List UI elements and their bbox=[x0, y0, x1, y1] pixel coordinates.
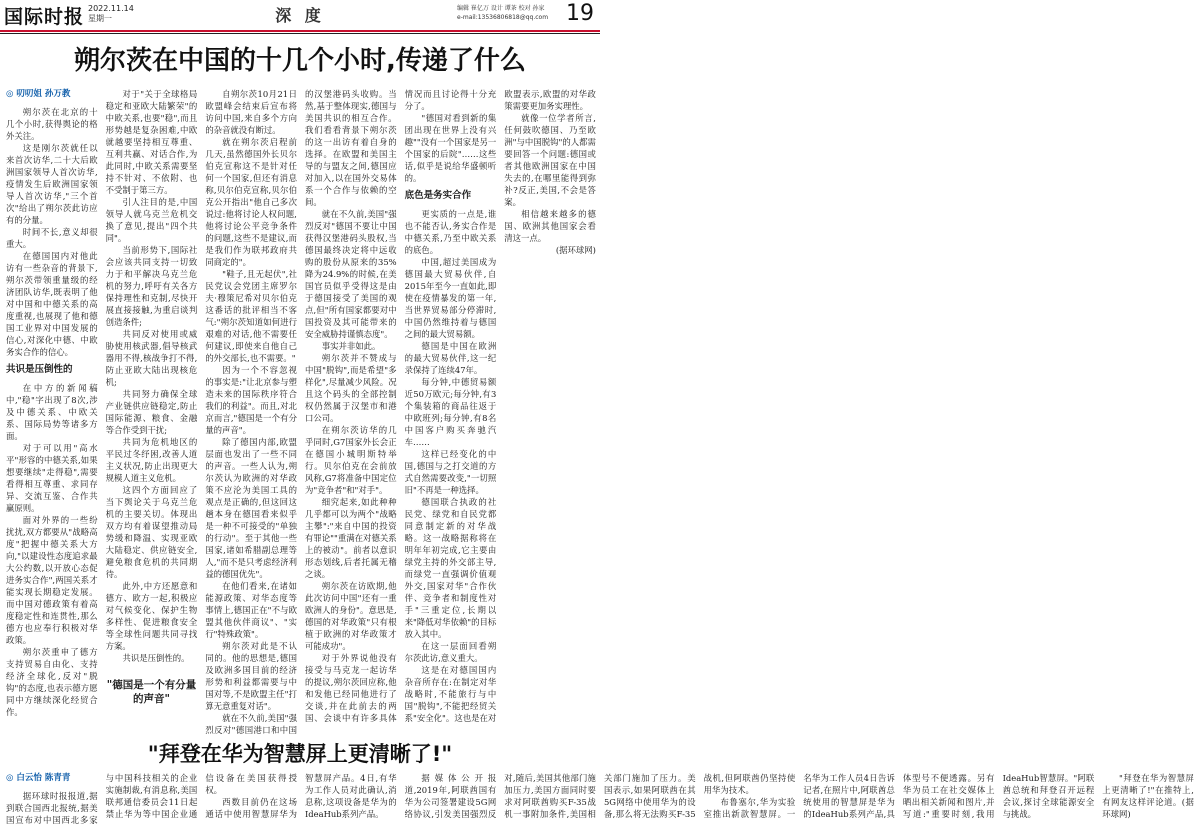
masthead-rule-thin bbox=[0, 33, 600, 34]
weekday-text: 星期一 bbox=[88, 14, 112, 23]
article1-section-4 bbox=[405, 88, 596, 738]
paragraph: 自朔尔茨10月21日欧盟峰会结束后宣布将访问中国,来自多个方向的杂音就没有断过。 bbox=[205, 89, 297, 135]
date-text: 2022.11.14 bbox=[88, 4, 134, 13]
paragraph: 在他们看来,在诸如能源政策、对华态度等事情上,德国正在"不与欧盟其他伙伴商议"、"实行"特殊政策"。 bbox=[205, 581, 297, 639]
paragraph: 德国联合执政的社民党、绿党和自民党都同意制定新的对华战略。这一战略据称将在明年年初完成,它主要由绿党主持的外交部主导,而绿党一直强调价值观外交,国家对华"合作伙伴、竞争者和制度性对手"三重定位,长期以来"降低对华依赖"的目标放入其中。 bbox=[404, 497, 497, 639]
paragraph: 相信越来越多的德国、欧洲其他国家会看清这一点。 bbox=[504, 209, 596, 243]
paragraph: 朔尔茨重申了德方支持贸易自由化、支持经济全球化,反对"脱钩"的态度,也表示德方愿同中方继续深化经贸合作。 bbox=[6, 647, 98, 717]
paragraph: "鞋子,且无起伏",社民党议会党团主席罗尔夫·穆策尼希对贝尔伯克这番话的批评相当不客气:"朔尔茨知道如何进行艰难的对话,他不需要任何建议,即使来自他自己的外交部长,也不需要。" bbox=[205, 269, 297, 363]
article2-byline: ◎ 白云怡 陈青青 bbox=[6, 773, 71, 783]
article1-headline: 朔尔茨在中国的十几个小时,传递了什么 bbox=[74, 46, 526, 76]
article1-subhead-1: 共识是压倒性的 bbox=[6, 364, 73, 375]
paragraph: 引人注目的是,中国领导人就乌克兰危机交换了意见,提出"四个共同"。 bbox=[105, 197, 198, 243]
article2-body bbox=[6, 772, 1194, 826]
paragraph: 共同努力确保全球产业链供应链稳定,防止国际能源、粮食、金融等合作受到干扰; bbox=[105, 389, 198, 435]
paragraph: 朔尔茨在访欧期,他此次访问中国"还有一重欧洲人的身份"。意思是,德国的对华政策"只有根植于欧洲的对华政策才可能成功"。 bbox=[304, 581, 397, 651]
paragraph: 时间不长,意义却很重大。 bbox=[6, 227, 98, 249]
paragraph: 在中方的新闻稿中,"稳"字出现了8次,涉及中德关系、中欧关系、国际局势等诸多方面。 bbox=[6, 383, 98, 441]
article2-headline: "拜登在华为智慧屏上更清晰了!" bbox=[147, 742, 453, 766]
article1-columns bbox=[6, 88, 596, 738]
paragraph: 对于外界说他没有接受与马克龙一起访华的提议,朔尔茨回应称,他和发他已经同他进行了交谈,并在此前去的两国、会谈中有许多具体情况而且讨论得十分充分了。 bbox=[304, 89, 497, 723]
article1-byline: ◎ 叨叨姐 孙万教 bbox=[6, 89, 71, 99]
pull-quote-text: "德国是一个有分量的声音" bbox=[106, 679, 197, 705]
paragraph: 就像一位学者所言,任何鼓吹德国、乃至欧洲"与中国脱钩"的人都需要回答一个问题:德国或者其他欧洲国家在中国失去的,在哪里能得到弥补?反正,美国,不会是答案。 bbox=[504, 113, 596, 207]
section-title: 深 度 bbox=[275, 6, 325, 25]
paragraph: 就在不久前,美国"强烈反对"德国港口和中国的汉堡港码头收购。当然,基于整体现实,德国与美国共识的相互合作。我们看看背景下朔尔茨的这一出访有着自身的选择。在欧盟和美国主导的与盟友之间,德国应对加入,以在国外交易体系一个合作与依赖的空间。 bbox=[205, 89, 397, 735]
paragraph: 就在不久前,美国"强烈反对"德国不要让中国获得汉堡港码头股权,当德国最终决定将中远收购的股份从原来的35%降为24.9%的时候,在美国官员似乎受得这是由于德国接受了美国的观点,但"所有国家都要对中国投资及其可能带来的安全威胁持谨慎态度"。 bbox=[304, 209, 397, 339]
paragraph: 这样已经变化的中国,德国与之打交道的方式自然需要改变,"一切照旧"不再是一种选择。 bbox=[404, 449, 497, 495]
paragraph: 这四个方面回应了当下舆论关于乌克兰危机的主要关切。体现出双方均有着谋望推动局势缓和降温、实现亚欧大陆稳定、供应链安全,避免粮食危机的共同期待。 bbox=[105, 485, 198, 579]
article2-paragraphs bbox=[6, 772, 1194, 826]
paragraph: 德国是中国在欧洲的最大贸易伙伴,这一纪录保持了连续47年。 bbox=[404, 341, 497, 375]
paragraph: 当前形势下,国际社会应该共同支持一切致力于和平解决乌克兰危机的努力,呼吁有关各方保持理性和克制,尽快开展直接接触,为重启谈判创造条件; bbox=[105, 245, 198, 327]
paragraph: 因为一个不容忽视的事实是:"让北京参与塑造未来的国际秩序符合我们的利益"。而且,对北京而言,"德国是一个有分量的声音"。 bbox=[205, 365, 297, 435]
paragraph: 布鲁塞尔,华为实验室推出新款智慧屏。一名华为工作人员4日告诉记者,在照片中,阿联酋总统使用的智慧屏是华为的IdeaHub系列产品,具体型号不便透露。另有华为员工在社交媒体上晒出相关新闻和图片,并写道:"重要时刻,我用IdeaHub智慧屏。"阿联酋总统和拜登召开远程会议,探讨全球能源安全与挑战。 bbox=[703, 773, 1095, 819]
paragraph: 中国,超过美国成为德国最大贸易伙伴,自2015年至今一直如此,即使在疫情暴发的第一年,当世界贸易部分停滞时,中国仍然维持着与德国之间的最大贸易额。 bbox=[404, 257, 497, 339]
paragraph: 此外,中方还愿意和德方、欧方一起,积极应对气候变化、保护生物多样性、促进粮食安全等全球性问题共同寻找方案。 bbox=[105, 581, 198, 651]
article1-source: (据环球网) bbox=[555, 245, 596, 255]
editor-credits bbox=[457, 4, 557, 22]
editor-email: e-mail:13536806818@qq.com bbox=[457, 14, 549, 21]
paragraph: 据媒体公开报道,2019年,阿联酋国有华为公司签署建设5G网络协议,引发美国强烈反对,随后,美国其他部门施加压力,美国方面同时要求对阿联酋购买F-35战机一事附加条件,美国相关部门施加了压力。美国表示,如果阿联酋在其5G网络中使用华为的设备,那么将无法购买F-35战机,但阿联酋仍坚持使用华为技术。 bbox=[404, 773, 796, 819]
paragraph: 朔尔茨在北京的十几个小时,获得舆论的格外关注。 bbox=[6, 107, 98, 141]
paragraph: 这是在对德国国内杂音所存在:在制定对华战略时,不能旅行与中国"脱钩",不能把经贸关系"安全化"。这也是在对欧盟表示,欧盟的对华政策需要更加务实理性。 bbox=[404, 89, 596, 723]
masthead bbox=[0, 0, 600, 30]
page-number: 19 bbox=[566, 1, 594, 26]
paragraph: 共识是压倒性的。 bbox=[122, 653, 190, 663]
paragraph: 朔尔茨并不赞成与中国"脱钩",而是希望"多样化",尽量减少风险。况且这个码头的全部控制权仍然属于汉堡市和港口公司。 bbox=[304, 353, 397, 423]
paragraph: 朔尔茨对此是不认同的。他的思想是,德国及欧洲多国目前的经济形势和利益都需要与中国对等,不是欧盟主任"打算无意重复对话"。 bbox=[205, 641, 297, 711]
paragraph: 据环球时报报道,据到联合国西北报统,据美国宣布对中国西北多家与中国科技相关的企业实施制裁,有消息称,美国联邦通信委员会11日起禁止华为等中国企业通信设备在美国获得授权。 bbox=[6, 773, 297, 825]
masthead-rule bbox=[0, 30, 600, 32]
paragraph: 在德国国内对他此访有一些杂音的背景下,朔尔茨带领重量级的经济团队访华,既表明了他对中国和中德关系的高度重视,也展现了他和德国工业界对中国发展的信心,对深化中德、中欧务实合作的信心。 bbox=[6, 251, 98, 357]
paragraph: 共同反对使用或威胁使用核武器,倡导核武器用不得,核战争打不得,防止亚欧大陆出现核危机; bbox=[105, 329, 198, 387]
paragraph: 细究起来,如此种种几乎都可以为两个"战略主攀":"来自中国的投资有罪论""重满在对德关系上的被动"。前者以意识形态划线,后者托属无稽之谈。 bbox=[304, 497, 397, 579]
paragraph: 对于"关于全球格局稳定和亚欧大陆繁荣"的中欧关系,也要"稳",而且形势越是复杂困难,中欧就越要坚持相互尊重、互利共赢、对话合作,为此同时,中欧关系需要坚持不针对、不依附、也不受制于第三方。 bbox=[105, 89, 198, 195]
paragraph: 西数目前仍在这场通话中使用智慧屏华为智慧屏产品。4日,有华为工作人员对此确认,消息称,这项设备是华为的IdeaHub系列产品。 bbox=[205, 773, 397, 819]
article1-body bbox=[6, 88, 596, 738]
paragraph: "拜登在华为智慧屏上更清晰了!"在推特上,有网友这样评论道。(据环球网) bbox=[1102, 773, 1194, 819]
paragraph: 在朔尔茨访华的几乎同时,G7国家外长会正在德国小城明斯特举行。贝尔伯克在会前放风称,G7将准备中国定位为"竞争者"和"对手"。 bbox=[304, 425, 397, 495]
paragraph: 共同为危机地区的平民过冬纾困,改善人道主义状况,防止出现更大规模人道主义危机。 bbox=[105, 437, 198, 483]
paragraph: 面对外界的一些纷扰扰,双方都要从"战略高度"把握中德关系大方向,"以建设性态度追求最大公约数,以开放心态促进务实合作",两国关系才能实现长期稳定发展。而中国对德政策有着高度稳定性和连贯性,那么德方也应奉行积极对华政策。 bbox=[6, 515, 98, 645]
paragraph: 就在朔尔茨启程前几天,虽然德国外长贝尔伯克宣称这不是针对任何一个国家,但还有消息称,贝尔伯克宣称,贝尔伯克公开指出"他自己多次说过:他将讨论人权问题,他将讨论公平竞争条件的问题,这些不是建议,而是我们作为联邦政府共同商定的"。 bbox=[205, 137, 297, 267]
paragraph: 每分钟,中德贸易额近50万欧元;每分钟,有3个集装箱的商品往返于中欧班列;每分钟,有8名中国客户购买奔驰汽车…… bbox=[404, 377, 497, 447]
paragraph: 对于可以用"高水平"形容的中德关系,如果想要继续"走得稳",需要看得相互尊重、求同存异、交流互鉴、合作共赢原则。 bbox=[6, 443, 98, 513]
article1-pull-quote bbox=[106, 674, 198, 710]
article1-intro bbox=[6, 106, 98, 358]
paragraph: 事实并非如此。 bbox=[321, 341, 381, 351]
paragraph: 除了德国内部,欧盟层面也发出了一些不同的声音。一些人认为,朔尔茨认为欧洲的对华政策不应沦为美国工具的观点是正确的,但这回这趟本身在德国看来似乎是一种不可接受的"单独的行动"。至于其他一些国家,诸如希腊副总理等人,"而不是只考虑经济利益的德国优先"。 bbox=[205, 437, 297, 579]
paragraph: 在这一层面回看朔尔茨此访,意义重大。 bbox=[404, 641, 497, 663]
paragraph: "德国对看到新的集团出现在世界上没有兴趣""没有一个国家是另一个国家的后院"……这些话,似乎是说给华盛顿听的。 bbox=[404, 113, 497, 183]
newspaper-logo: 国际时报 bbox=[4, 6, 85, 28]
editor-line: 编辑 崔亿万 设计 谭茶 校对 孙家 bbox=[457, 5, 545, 12]
paragraph: 更实质的一点是,谁也不能否认,务实合作是中德关系,乃至中欧关系的底色。 bbox=[404, 209, 497, 255]
article1-subhead-2: 底色是务实合作 bbox=[404, 190, 472, 201]
paragraph: 这是刚尔茨就任以来首次访华,二十大后欧洲国家领导人首次访华,疫情发生后欧洲国家领导人首次访华,"三个首次"给出了朔尔茨此访应有的分量。 bbox=[6, 143, 98, 225]
article2-columns bbox=[6, 772, 1194, 826]
